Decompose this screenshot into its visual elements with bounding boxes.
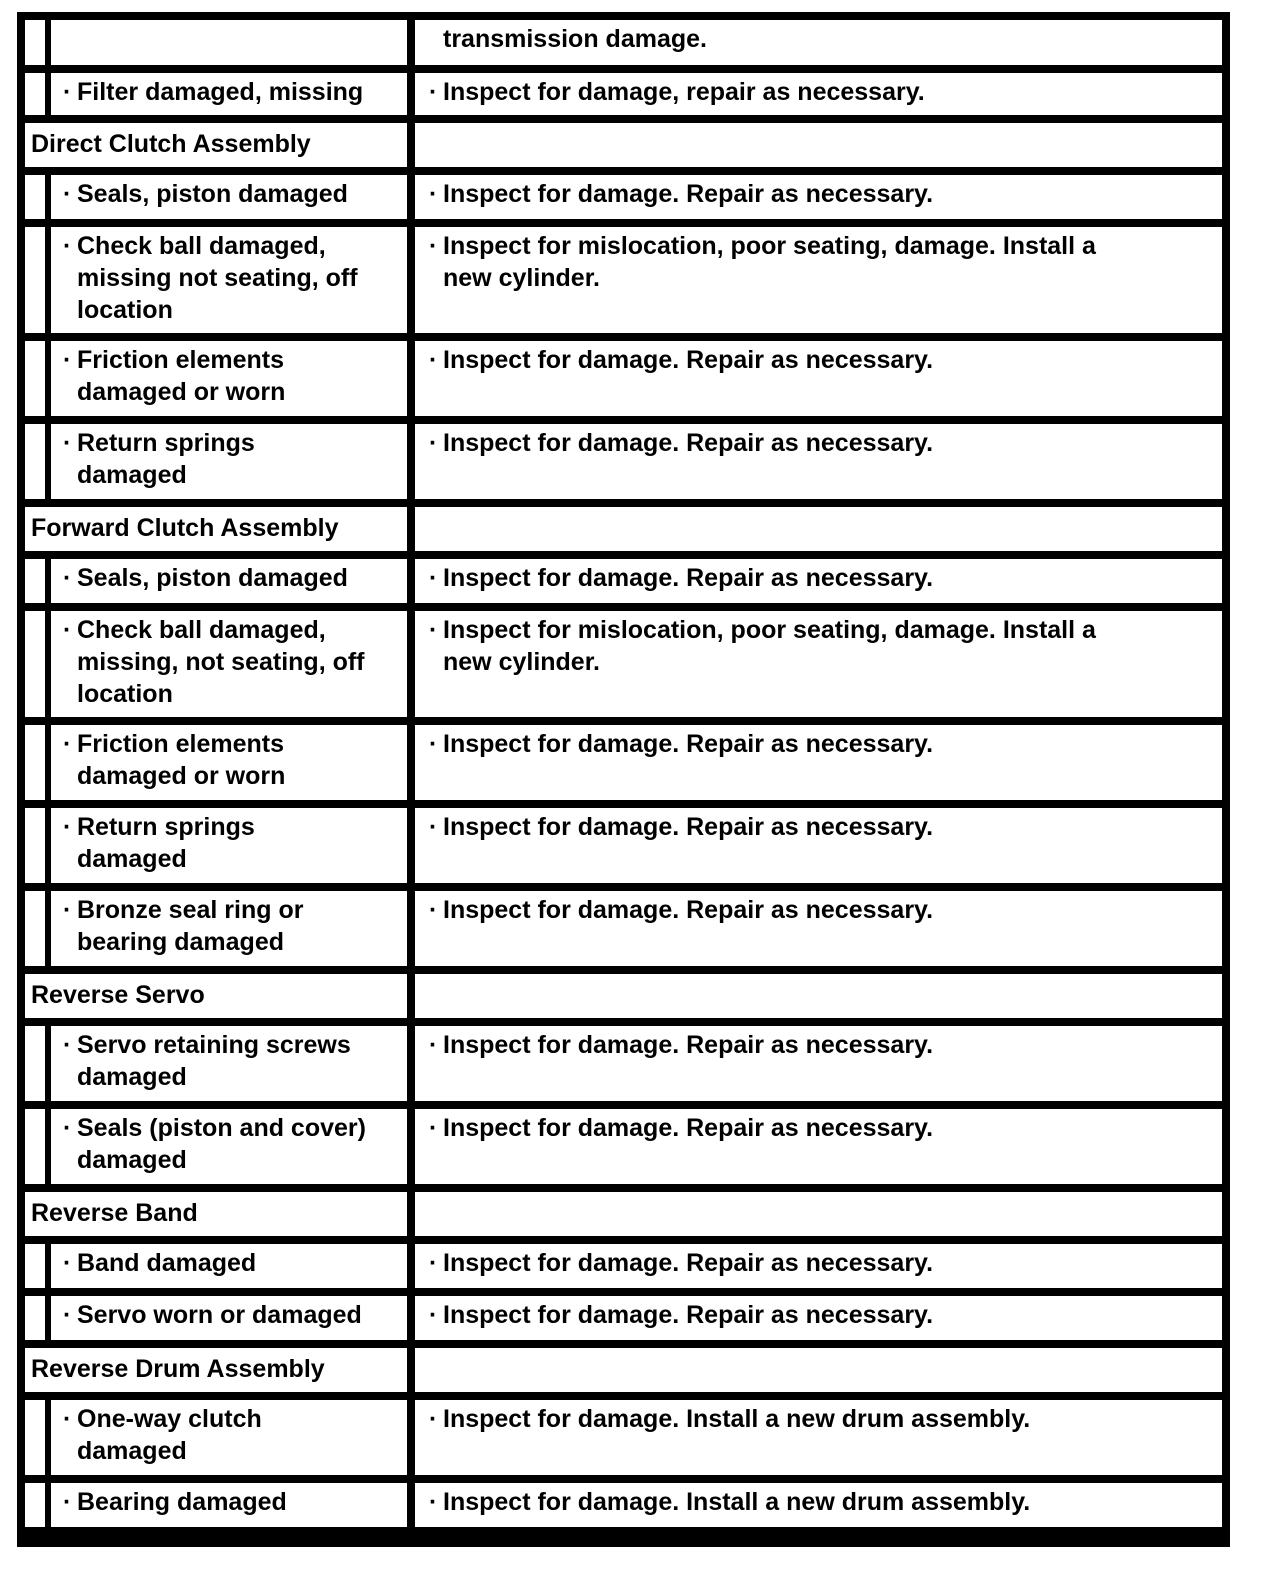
- bullet: ·: [63, 78, 72, 106]
- condition-text: Seals, piston damaged: [77, 564, 348, 592]
- indent-cell: [25, 1400, 45, 1475]
- condition-item: [63, 76, 401, 108]
- remedy-item: [429, 178, 1214, 210]
- bullet: ·: [63, 1301, 72, 1329]
- bullet: ·: [63, 1031, 72, 1059]
- indent-cell: [25, 559, 45, 603]
- indent-cell: [25, 725, 45, 800]
- remedy-text: Inspect for damage. Repair as necessary.: [443, 1031, 934, 1059]
- condition-text: Bronze seal ring or bearing damaged: [77, 896, 304, 956]
- empty-remedy-cell: [415, 507, 1222, 551]
- condition-cell: [51, 808, 407, 883]
- bullet: ·: [429, 78, 438, 106]
- remedy-item: [429, 562, 1214, 594]
- remedy-text: Inspect for damage. Repair as necessary.: [443, 564, 934, 592]
- remedy-item: [429, 344, 1214, 376]
- indent-cell: [25, 1244, 45, 1288]
- remedy-text: Inspect for damage. Repair as necessary.: [443, 1114, 934, 1142]
- bullet: ·: [429, 616, 438, 644]
- condition-text: Band damaged: [77, 1249, 257, 1277]
- condition-item: [63, 1299, 401, 1331]
- remedy-cell: [415, 1109, 1222, 1184]
- condition-cell: [51, 424, 407, 499]
- remedy-item: [429, 1247, 1214, 1279]
- condition-text: One-way clutch damaged: [77, 1405, 262, 1465]
- condition-cell: [51, 1244, 407, 1288]
- empty-remedy-cell: [415, 974, 1222, 1018]
- condition-item: [63, 178, 401, 210]
- remedy-text: Inspect for damage. Install a new drum assembly.: [443, 1405, 1031, 1433]
- bullet: ·: [429, 180, 438, 208]
- condition-item: [63, 811, 401, 875]
- bullet: ·: [429, 1031, 438, 1059]
- bullet: ·: [429, 429, 438, 457]
- section-heading: Direct Clutch Assembly: [25, 123, 407, 167]
- condition-item: [63, 230, 401, 326]
- remedy-item: [429, 23, 1214, 55]
- condition-text: Check ball damaged, missing, not seating, off location: [77, 616, 365, 708]
- indent-cell: [25, 175, 45, 219]
- continuation-indent: [429, 23, 443, 55]
- remedy-cell: [415, 559, 1222, 603]
- remedy-item: [429, 894, 1214, 926]
- condition-cell: [51, 725, 407, 800]
- remedy-item: [429, 230, 1214, 294]
- indent-cell: [25, 1296, 45, 1340]
- condition-text: Friction elements damaged or worn: [77, 346, 286, 406]
- remedy-text: Inspect for damage. Install a new drum assembly.: [443, 1488, 1031, 1516]
- remedy-cell: [415, 1296, 1222, 1340]
- bullet: ·: [63, 346, 72, 374]
- section-heading: Reverse Band: [25, 1192, 407, 1236]
- empty-remedy-cell: [415, 1192, 1222, 1236]
- condition-text: Filter damaged, missing: [77, 78, 364, 106]
- condition-cell: [51, 1483, 407, 1527]
- remedy-text: Inspect for damage. Repair as necessary.: [443, 429, 934, 457]
- indent-cell: [25, 891, 45, 966]
- condition-cell: [51, 341, 407, 416]
- indent-cell: [25, 341, 45, 416]
- remedy-text: Inspect for damage. Repair as necessary.: [443, 346, 934, 374]
- remedy-item: [429, 1486, 1214, 1518]
- condition-text: Bearing damaged: [77, 1488, 287, 1516]
- condition-cell: [51, 227, 407, 333]
- remedy-cell: [415, 725, 1222, 800]
- condition-text: Servo retaining screws damaged: [77, 1031, 351, 1091]
- condition-item: [63, 1403, 401, 1467]
- remedy-item: [429, 1112, 1214, 1144]
- condition-cell: [51, 20, 407, 65]
- remedy-item: [429, 1403, 1214, 1435]
- condition-text: Return springs damaged: [77, 429, 255, 489]
- section-heading: Forward Clutch Assembly: [25, 507, 407, 551]
- indent-cell: [25, 1109, 45, 1184]
- remedy-text: Inspect for damage, repair as necessary.: [443, 78, 925, 106]
- remedy-cell: [415, 424, 1222, 499]
- remedy-text: transmission damage.: [443, 25, 707, 53]
- bullet: ·: [63, 1405, 72, 1433]
- bullet: ·: [429, 1488, 438, 1516]
- condition-item: [63, 1486, 401, 1518]
- condition-item: [63, 728, 401, 792]
- indent-cell: [25, 424, 45, 499]
- remedy-item: [429, 427, 1214, 459]
- section-heading: Reverse Servo: [25, 974, 407, 1018]
- empty-remedy-cell: [415, 1348, 1222, 1392]
- remedy-cell: [415, 227, 1222, 333]
- remedy-text: Inspect for damage. Repair as necessary.: [443, 180, 934, 208]
- bullet: ·: [429, 1114, 438, 1142]
- bullet: ·: [429, 896, 438, 924]
- bullet: ·: [429, 346, 438, 374]
- condition-text: Seals, piston damaged: [77, 180, 348, 208]
- condition-text: Seals (piston and cover) damaged: [77, 1114, 366, 1174]
- bullet: ·: [63, 896, 72, 924]
- bullet: ·: [429, 1301, 438, 1329]
- bullet: ·: [63, 180, 72, 208]
- condition-cell: [51, 1400, 407, 1475]
- condition-item: [63, 344, 401, 408]
- indent-cell: [25, 1483, 45, 1527]
- section-heading: Reverse Drum Assembly: [25, 1348, 407, 1392]
- bullet: ·: [63, 429, 72, 457]
- indent-cell: [25, 808, 45, 883]
- condition-cell: [51, 1026, 407, 1101]
- condition-item: [63, 427, 401, 491]
- bullet: ·: [429, 232, 438, 260]
- condition-text: Return springs damaged: [77, 813, 255, 873]
- remedy-text: Inspect for mislocation, poor seating, damage. Install a new cylinder.: [443, 616, 1096, 676]
- condition-text: Friction elements damaged or worn: [77, 730, 286, 790]
- condition-item: [63, 1112, 401, 1176]
- bullet: ·: [63, 1488, 72, 1516]
- bullet: ·: [63, 730, 72, 758]
- remedy-text: Inspect for damage. Repair as necessary.: [443, 896, 934, 924]
- remedy-item: [429, 811, 1214, 843]
- condition-cell: [51, 175, 407, 219]
- bullet: ·: [63, 1114, 72, 1142]
- remedy-item: [429, 1029, 1214, 1061]
- bullet: ·: [63, 616, 72, 644]
- diagnosis-table: [17, 12, 1230, 1547]
- condition-item: [63, 1247, 401, 1279]
- remedy-cell: [415, 20, 1222, 65]
- remedy-cell: [415, 175, 1222, 219]
- remedy-cell: [415, 611, 1222, 717]
- remedy-text: Inspect for damage. Repair as necessary.: [443, 1249, 934, 1277]
- bullet: ·: [63, 564, 72, 592]
- indent-cell: [25, 73, 45, 115]
- remedy-item: [429, 76, 1214, 108]
- bullet: ·: [429, 1249, 438, 1277]
- remedy-cell: [415, 1026, 1222, 1101]
- condition-cell: [51, 611, 407, 717]
- condition-cell: [51, 1296, 407, 1340]
- condition-cell: [51, 73, 407, 115]
- bullet: ·: [429, 564, 438, 592]
- remedy-text: Inspect for damage. Repair as necessary.: [443, 730, 934, 758]
- condition-cell: [51, 1109, 407, 1184]
- empty-remedy-cell: [415, 123, 1222, 167]
- remedy-item: [429, 728, 1214, 760]
- remedy-item: [429, 614, 1214, 678]
- remedy-cell: [415, 1400, 1222, 1475]
- bullet: ·: [429, 813, 438, 841]
- remedy-cell: [415, 808, 1222, 883]
- condition-item: [63, 614, 401, 710]
- remedy-cell: [415, 1483, 1222, 1527]
- condition-item: [63, 1029, 401, 1093]
- remedy-text: Inspect for mislocation, poor seating, damage. Install a new cylinder.: [443, 232, 1096, 292]
- condition-text: Servo worn or damaged: [77, 1301, 362, 1329]
- condition-cell: [51, 891, 407, 966]
- bullet: ·: [63, 232, 72, 260]
- remedy-cell: [415, 341, 1222, 416]
- indent-cell: [25, 611, 45, 717]
- remedy-cell: [415, 1244, 1222, 1288]
- condition-cell: [51, 559, 407, 603]
- condition-item: [63, 894, 401, 958]
- remedy-item: [429, 1299, 1214, 1331]
- remedy-cell: [415, 891, 1222, 966]
- condition-text: Check ball damaged, missing not seating, off location: [77, 232, 358, 324]
- bullet: ·: [63, 813, 72, 841]
- bullet: ·: [63, 1249, 72, 1277]
- bullet: ·: [429, 1405, 438, 1433]
- indent-cell: [25, 1026, 45, 1101]
- bullet: ·: [429, 730, 438, 758]
- remedy-cell: [415, 73, 1222, 115]
- remedy-text: Inspect for damage. Repair as necessary.: [443, 813, 934, 841]
- indent-cell: [25, 20, 45, 65]
- indent-cell: [25, 227, 45, 333]
- condition-item: [63, 562, 401, 594]
- remedy-text: Inspect for damage. Repair as necessary.: [443, 1301, 934, 1329]
